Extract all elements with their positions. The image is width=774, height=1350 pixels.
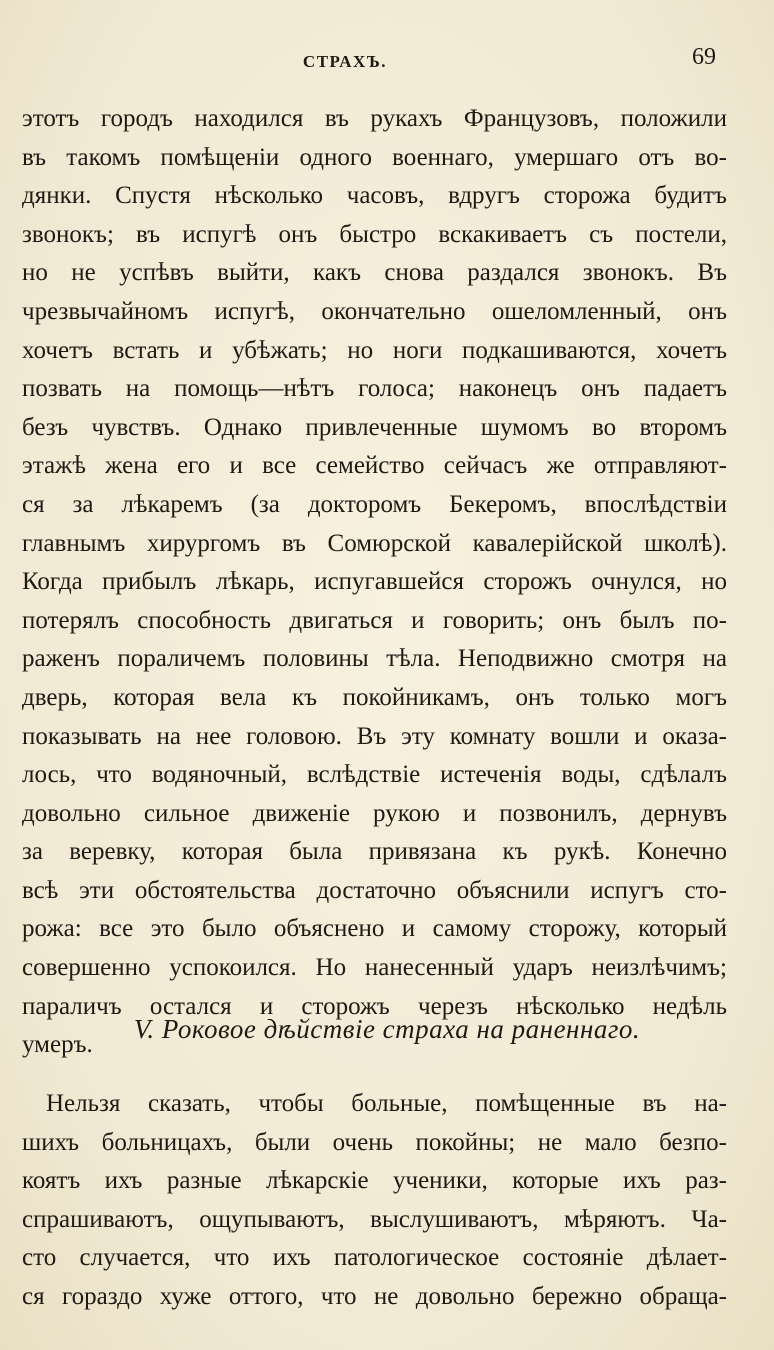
- text-line: потерялъ способность двигаться и говорить; онъ былъ по-: [22, 606, 727, 634]
- text-line: раженъ пораличемъ половины тѣла. Неподвижно смотря на: [22, 645, 727, 673]
- text-line: рожа: все это было объяснено и самому сторожу, который: [22, 915, 727, 943]
- text-line: безъ чувствъ. Однако привлеченные шумомъ во второмъ: [22, 413, 727, 441]
- text-line: звонокъ; въ испугѣ онъ быстро вскакиваетъ съ постели,: [22, 220, 727, 248]
- paragraph-2: [22, 1085, 727, 1317]
- text-line: показывать на нее головою. Въ эту комнату вошли и оказа-: [22, 722, 727, 750]
- text-line: этотъ городъ находился въ рукахъ Французовъ, положили: [22, 105, 727, 132]
- running-head: [0, 44, 774, 84]
- text-line: хочетъ встать и убѣжать; но ноги подкашиваются, хочетъ: [22, 336, 727, 364]
- text-line: сто случается, что ихъ патологическое состоянiе дѣлает-: [22, 1244, 727, 1272]
- text-line: ся гораздо хуже оттого, что не довольно бережно обраща-: [22, 1282, 727, 1310]
- text-line: главнымъ хирургомъ въ Сомюрской кавалерiйской школѣ).: [22, 529, 727, 557]
- text-line: совершенно успокоился. Но нанесенный ударъ неизлѣчимъ;: [22, 954, 727, 982]
- text-line: въ такомъ помѣщенiи одного военнаго, умершаго отъ во-: [22, 143, 727, 171]
- paragraph-1: [22, 100, 727, 1065]
- text-line: спрашиваютъ, ощупываютъ, выслушиваютъ, мѣряютъ. Ча-: [22, 1205, 727, 1233]
- text-line: коятъ ихъ разные лѣкарскiе ученики, которые ихъ раз-: [22, 1167, 727, 1195]
- text-line: параличъ остался и сторожъ черезъ нѣсколько недѣль: [22, 992, 727, 1020]
- running-title: СТРАХЪ.: [302, 52, 388, 71]
- text-line: позвать на помощь—нѣтъ голоса; наконецъ онъ падаетъ: [22, 375, 727, 403]
- text-line: довольно сильное движенiе рукою и позвонилъ, дернувъ: [22, 799, 727, 827]
- text-line: чрезвычайномъ испугѣ, окончательно ошеломленный, онъ: [22, 297, 727, 325]
- section-heading: V. Роковое дѣйствiе страха на раненнаго.: [133, 1014, 641, 1044]
- text-line: дянки. Спустя нѣсколько часовъ, вдругъ сторожа будитъ: [22, 182, 727, 210]
- text-line: умеръ.: [22, 1031, 93, 1059]
- text-line: шихъ больницахъ, были очень покойны; не мало безпо-: [22, 1128, 727, 1156]
- text-line: этажѣ жена его и все семейство сейчасъ же отправляют-: [22, 452, 727, 480]
- text-line: но не успѣвъ выйти, какъ снова раздался звонокъ. Въ: [22, 259, 727, 287]
- text-line: за веревку, которая была привязана къ рукѣ. Конечно: [22, 838, 727, 866]
- text-line: Когда прибылъ лѣкарь, испугавшейся сторожъ очнулся, но: [22, 568, 727, 596]
- page-number: 69: [692, 44, 716, 70]
- text-line: ся за лѣкаремъ (за докторомъ Бекеромъ, впослѣдствiи: [22, 490, 727, 518]
- text-line: Нельзя сказать, чтобы больные, помѣщенные въ на-: [46, 1090, 727, 1117]
- text-line: лось, что водяночный, вслѣдствiе истеченiя воды, сдѣлалъ: [22, 761, 727, 789]
- text-line: всѣ эти обстоятельства достаточно объяснили испугъ сто-: [22, 876, 727, 904]
- text-line: дверь, которая вела къ покойникамъ, онъ только могъ: [22, 683, 727, 711]
